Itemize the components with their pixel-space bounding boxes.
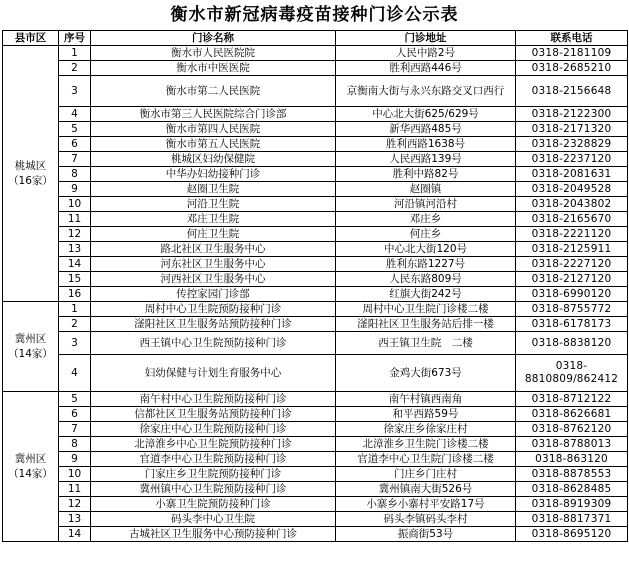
clinic-name: 古城社区卫生服务中心预防接种门诊 <box>91 527 336 542</box>
clinic-name: 衡水市第五人民医院 <box>91 137 336 152</box>
clinic-address: 中心北大街120号 <box>336 242 516 257</box>
clinic-phone: 0318-8695120 <box>516 527 628 542</box>
clinic-name: 小寨卫生院预防接种门诊 <box>91 497 336 512</box>
table-row <box>3 497 628 512</box>
clinic-phone: 0318-8878553 <box>516 467 628 482</box>
clinic-address: 小寨乡小寨村平安路17号 <box>336 497 516 512</box>
clinic-name: 河西社区卫生服务中心 <box>91 272 336 287</box>
row-number: 3 <box>59 76 91 107</box>
clinic-name: 信都社区卫生服务站预防接种门诊 <box>91 407 336 422</box>
table-row <box>3 212 628 227</box>
clinic-name: 码头李中心卫生院 <box>91 512 336 527</box>
table-row <box>3 167 628 182</box>
row-number: 10 <box>59 467 91 482</box>
clinic-name: 衡水市人民医院院 <box>91 46 336 61</box>
clinic-phone: 0318-8817371 <box>516 512 628 527</box>
clinic-address: 中心北大街625/629号 <box>336 107 516 122</box>
clinic-phone: 0318-8626681 <box>516 407 628 422</box>
clinic-address: 新华西路485号 <box>336 122 516 137</box>
row-number: 16 <box>59 287 91 302</box>
clinic-name: 北漳淮乡中心卫生院预防接种门诊 <box>91 437 336 452</box>
clinic-address: 赵圈镇 <box>336 182 516 197</box>
district-name: 桃城区 <box>14 159 47 172</box>
clinic-address: 门庄乡门庄村 <box>336 467 516 482</box>
table-row <box>3 122 628 137</box>
row-number: 14 <box>59 257 91 272</box>
row-number: 1 <box>59 302 91 317</box>
clinic-address: 邓庄乡 <box>336 212 516 227</box>
clinic-name: 西王镇中心卫生院预防接种门诊 <box>91 332 336 355</box>
row-number: 2 <box>59 61 91 76</box>
clinic-address: 人民西路139号 <box>336 152 516 167</box>
row-number: 11 <box>59 482 91 497</box>
header-clinic-address: 门诊地址 <box>336 31 516 46</box>
row-number: 7 <box>59 422 91 437</box>
table-header-row <box>3 31 628 46</box>
clinic-address: 红旗大街242号 <box>336 287 516 302</box>
clinic-name: 徐家庄中心卫生院预防接种门诊 <box>91 422 336 437</box>
clinic-name: 路北社区卫生服务中心 <box>91 242 336 257</box>
clinic-address: 南午村镇西南角 <box>336 392 516 407</box>
row-number: 6 <box>59 407 91 422</box>
clinic-name: 河东社区卫生服务中心 <box>91 257 336 272</box>
table-row <box>3 302 628 317</box>
clinic-name: 衡水市第四人民医院 <box>91 122 336 137</box>
clinic-name: 何庄卫生院 <box>91 227 336 242</box>
table-row <box>3 527 628 542</box>
table-row <box>3 107 628 122</box>
district-cell <box>3 302 59 392</box>
table-row <box>3 152 628 167</box>
table-row <box>3 422 628 437</box>
table-row <box>3 61 628 76</box>
clinic-address: 徐家庄乡徐家庄村 <box>336 422 516 437</box>
clinic-name: 衡水市中医医院 <box>91 61 336 76</box>
row-number: 6 <box>59 137 91 152</box>
page-title: 衡水市新冠病毒疫苗接种门诊公示表 <box>170 5 459 25</box>
district-name: 冀州区 <box>14 332 47 345</box>
clinic-phone: 0318-8919309 <box>516 497 628 512</box>
clinic-phone: 0318-2049528 <box>516 182 628 197</box>
clinic-address: 胜利中路82号 <box>336 167 516 182</box>
clinic-phone: 0318-2125911 <box>516 242 628 257</box>
clinic-address: 码头李镇码头李村 <box>336 512 516 527</box>
clinic-name: 官道李中心卫生院预防接种门诊 <box>91 452 336 467</box>
clinic-phone: 0318-2221120 <box>516 227 628 242</box>
clinic-phone: 0318-8788013 <box>516 437 628 452</box>
row-number: 13 <box>59 512 91 527</box>
clinic-address: 官道李中心卫生院门诊楼二楼 <box>336 452 516 467</box>
table-row <box>3 437 628 452</box>
clinic-address: 振商街53号 <box>336 527 516 542</box>
clinic-address: 北漳淮乡卫生院门诊楼二楼 <box>336 437 516 452</box>
table-row <box>3 46 628 61</box>
table-row <box>3 355 628 392</box>
clinic-address: 滏阳社区卫生服务站后排一楼 <box>336 317 516 332</box>
district-cell <box>3 392 59 542</box>
table-row <box>3 76 628 107</box>
clinic-name: 传控家园门诊部 <box>91 287 336 302</box>
clinic-address: 金鸡大街673号 <box>336 355 516 392</box>
table-row <box>3 197 628 212</box>
clinic-phone: 0318-2227120 <box>516 257 628 272</box>
district-count: （14家） <box>8 467 53 480</box>
row-number: 2 <box>59 317 91 332</box>
table-row <box>3 317 628 332</box>
table-row <box>3 272 628 287</box>
table-row <box>3 482 628 497</box>
clinic-phone: 0318-8838120 <box>516 332 628 355</box>
row-number: 4 <box>59 107 91 122</box>
table-row <box>3 227 628 242</box>
clinic-name: 滏阳社区卫生服务站预防接种门诊 <box>91 317 336 332</box>
clinic-address: 周村中心卫生院门诊楼二楼 <box>336 302 516 317</box>
table-row <box>3 182 628 197</box>
table-row <box>3 257 628 272</box>
clinic-name: 周村中心卫生院预防接种门诊 <box>91 302 336 317</box>
clinic-phone: 0318-2685210 <box>516 61 628 76</box>
table-row <box>3 392 628 407</box>
table-row <box>3 407 628 422</box>
clinic-name: 南午村中心卫生院预防接种门诊 <box>91 392 336 407</box>
clinic-name: 邓庄卫生院 <box>91 212 336 227</box>
row-number: 5 <box>59 392 91 407</box>
row-number: 12 <box>59 497 91 512</box>
row-number: 8 <box>59 167 91 182</box>
clinic-address: 冀州镇南大街526号 <box>336 482 516 497</box>
district-cell <box>3 46 59 302</box>
row-number: 14 <box>59 527 91 542</box>
row-number: 4 <box>59 355 91 392</box>
table-row <box>3 467 628 482</box>
row-number: 11 <box>59 212 91 227</box>
table-row <box>3 137 628 152</box>
row-number: 10 <box>59 197 91 212</box>
clinic-address: 人民东路809号 <box>336 272 516 287</box>
clinic-address: 和平西路59号 <box>336 407 516 422</box>
clinic-phone: 0318-2165670 <box>516 212 628 227</box>
clinic-phone: 0318-2081631 <box>516 167 628 182</box>
row-number: 1 <box>59 46 91 61</box>
clinic-phone: 0318-8810809/862412 <box>516 355 628 392</box>
clinic-address: 人民中路2号 <box>336 46 516 61</box>
table-row <box>3 512 628 527</box>
table-body <box>3 46 628 542</box>
district-count: （14家） <box>8 347 53 360</box>
table-row <box>3 332 628 355</box>
clinic-phone: 0318-8712122 <box>516 392 628 407</box>
clinic-phone: 0318-6990120 <box>516 287 628 302</box>
row-number: 5 <box>59 122 91 137</box>
clinic-table <box>2 30 628 542</box>
clinic-phone: 0318-2328829 <box>516 137 628 152</box>
clinic-address: 胜利西路446号 <box>336 61 516 76</box>
clinic-name: 衡水市第二人民医院 <box>91 76 336 107</box>
header-phone: 联系电话 <box>516 31 628 46</box>
clinic-address: 西王镇卫生院 二楼 <box>336 332 516 355</box>
clinic-address: 何庄乡 <box>336 227 516 242</box>
row-number: 9 <box>59 452 91 467</box>
row-number: 3 <box>59 332 91 355</box>
clinic-address: 河沿镇河沿村 <box>336 197 516 212</box>
clinic-phone: 0318-2127120 <box>516 272 628 287</box>
clinic-name: 冀州镇中心卫生院预防接种门诊 <box>91 482 336 497</box>
clinic-name: 桃城区妇幼保健院 <box>91 152 336 167</box>
clinic-phone: 0318-8755772 <box>516 302 628 317</box>
clinic-name: 妇幼保健与计划生育服务中心 <box>91 355 336 392</box>
row-number: 7 <box>59 152 91 167</box>
row-number: 13 <box>59 242 91 257</box>
clinic-phone: 0318-863120 <box>516 452 628 467</box>
clinic-name: 河沿卫生院 <box>91 197 336 212</box>
clinic-phone: 0318-8628485 <box>516 482 628 497</box>
table-row <box>3 452 628 467</box>
table-row <box>3 287 628 302</box>
clinic-name: 赵圈卫生院 <box>91 182 336 197</box>
clinic-address: 京衡南大街与永兴东路交叉口西行 <box>336 76 516 107</box>
clinic-name: 衡水市第三人民医院综合门诊部 <box>91 107 336 122</box>
clinic-phone: 0318-2043802 <box>516 197 628 212</box>
clinic-phone: 0318-2171320 <box>516 122 628 137</box>
row-number: 15 <box>59 272 91 287</box>
clinic-phone: 0318-2156648 <box>516 76 628 107</box>
header-number: 序号 <box>59 31 91 46</box>
clinic-phone: 0318-8762120 <box>516 422 628 437</box>
district-count: （16家） <box>8 174 53 187</box>
clinic-address: 胜利东路1227号 <box>336 257 516 272</box>
row-number: 8 <box>59 437 91 452</box>
clinic-name: 门家庄乡卫生院预防接种门诊 <box>91 467 336 482</box>
row-number: 9 <box>59 182 91 197</box>
clinic-address: 胜利西路1638号 <box>336 137 516 152</box>
header-district: 县市区 <box>3 31 59 46</box>
header-clinic-name: 门诊名称 <box>91 31 336 46</box>
clinic-phone: 0318-2122300 <box>516 107 628 122</box>
clinic-name: 中华办妇幼接种门诊 <box>91 167 336 182</box>
row-number: 12 <box>59 227 91 242</box>
table-row <box>3 242 628 257</box>
district-name: 冀州区 <box>14 452 47 465</box>
clinic-phone: 0318-2181109 <box>516 46 628 61</box>
clinic-phone: 0318-2237120 <box>516 152 628 167</box>
clinic-phone: 0318-6178173 <box>516 317 628 332</box>
